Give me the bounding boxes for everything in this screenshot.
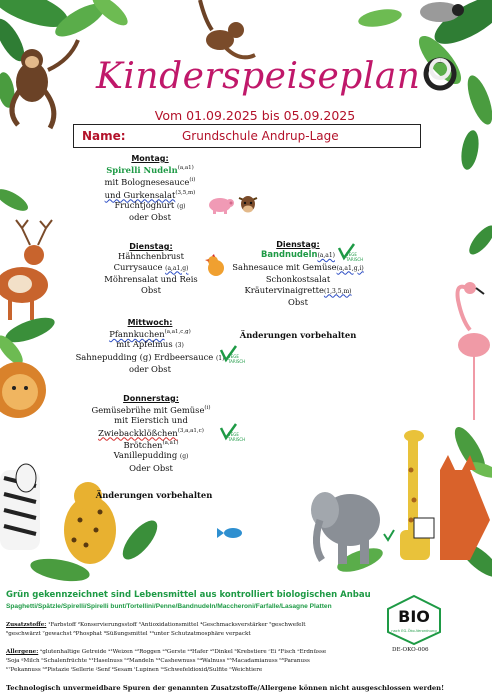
date-range: Vom 01.09.2025 bis 05.09.2025 <box>154 108 356 123</box>
name-field-box[interactable] <box>73 124 421 148</box>
dish-line: Vanillepudding (g) <box>113 450 189 461</box>
svg-text:VEGE: VEGE <box>228 432 239 437</box>
eco-code: DE-OKO-006 <box>392 647 429 653</box>
dish-line: Sahnepudding (g) Erdbeersauce (1) <box>75 351 225 362</box>
bio-seal-icon <box>384 594 444 646</box>
zebra-illustration <box>0 464 40 550</box>
menu-dienstag-left <box>78 242 224 295</box>
dish-line: Hähnchenbrust <box>118 251 184 261</box>
deer-illustration <box>0 220 52 320</box>
day-label: Montag: <box>131 154 169 163</box>
menu-donnerstag <box>76 394 226 473</box>
dish-line: mit Apfelmus (3) <box>116 339 184 350</box>
dish-line: Obst <box>141 284 161 295</box>
pig-icon <box>206 194 234 214</box>
svg-text:TARISCH: TARISCH <box>346 257 364 262</box>
page-title: Kinderspeiseplan <box>96 56 421 97</box>
menu-mittwoch <box>70 318 230 375</box>
organic-dish: Spirelli Nudeln <box>106 164 178 175</box>
hanging-monkey-illustration <box>200 0 255 57</box>
day-label: Dienstag: <box>276 240 320 249</box>
fish-illustration <box>217 528 242 538</box>
dish-line: Pfannkuchen$^{(a,a1,c,g)}$ <box>109 328 191 339</box>
allergens-section: Allergene: ᵃglutenhaltige Getreide ᵃ¹Weizen ᵃ²Roggen ᵃ³Gerste ᵃ⁴Hafer ᵃ⁵Dinkel ᵇKrebstiere ᶜEi ᵈFisch ᵉErdnüsse ᶠSoja ᵍMilch ʰSchalenfrüchte ʰ¹Haselnuss ʰ²Mandeln ʰ³Cashewnuss ʰ⁴Walnuss ʰ⁵Macadamianuss ʰ⁶Paranuss ʰ⁷Pekannuss ʰ⁸Pistazie ⁱSellerie ʲSenf ᵏSesam ˡLupinen ᵐSchwefeldioxid/Sulfite ⁿWeichtiere <box>6 649 327 673</box>
svg-text:VEGE: VEGE <box>228 354 239 359</box>
small-veggie-mark-bottom <box>384 530 394 540</box>
disclaimer: Technologisch unvermeidbare Spuren der genannten Zusatzstoffe/Allergene können nicht ausgeschlossen werden! <box>6 684 445 692</box>
day-label: Dienstag: <box>129 242 173 251</box>
dish-line: Sahnesauce mit Gemüse(a,a1,g,i) <box>232 261 364 272</box>
dish-line: Schonkostsalat <box>265 274 331 284</box>
dish-line: oder Obst <box>129 212 171 223</box>
name-label: Name: <box>82 129 126 143</box>
svg-text:VEGE: VEGE <box>346 252 357 257</box>
veggie-icon <box>218 422 246 444</box>
dish-line: Currysauce (a,a1,g) <box>113 261 189 272</box>
dish-line: und Gurkensalat$^{(3,5,m)}$ <box>104 189 196 200</box>
dish-line: Möhrensalat und Reis <box>104 274 198 284</box>
svg-text:nach EG-Öko-Verordnung: nach EG-Öko-Verordnung <box>391 629 437 633</box>
dish-line: Spirelli Nudeln$^{(a,a1)}$ <box>106 164 194 175</box>
note-changes-reserved: Änderungen vorbehalten <box>239 330 357 340</box>
dish-line: oder Obst <box>129 364 171 375</box>
additives-section: Zusatzstoffe: ¹Farbstoff ²Konservierungsstoff ³Antioxidationsmittel ⁴Geschmacksverstärker ⁵geschwefelt ⁶geschwärzt ⁷gewachst ⁸Phosphat ⁹Süßungsmittel ¹⁰unter Schutzatmosphäre verpackt <box>6 622 306 637</box>
dish-line: Zwiebackklößchen$^{(3,a,a1,c)}$ <box>98 427 204 438</box>
dish-line: Oder Obst <box>129 462 173 473</box>
day-label: Donnerstag: <box>123 394 179 403</box>
dish-line: Bandnudeln(a,a1) <box>261 249 335 259</box>
organic-note: Grün gekennzeichnet sind Lebensmittel aus kontrolliert biologischen Anbau <box>6 590 371 600</box>
dish-line: mit Eierstich und <box>114 415 188 426</box>
cow-icon <box>236 192 260 216</box>
veggie-icon <box>218 344 246 366</box>
dish-line: Kräutervinaigrette(1,3,5,m) <box>244 284 352 295</box>
dish-line: Obst <box>288 297 308 307</box>
school-name: Grundschule Andrup-Lage <box>182 129 339 143</box>
svg-text:TARISCH: TARISCH <box>228 437 246 442</box>
chicken-icon <box>204 254 226 278</box>
organic-dish: Bandnudeln <box>261 249 318 259</box>
dish-line: Fruchtjoghurt (g) <box>114 199 186 210</box>
note-changes-reserved: Änderungen vorbehalten <box>95 490 213 500</box>
menu-montag <box>80 154 220 223</box>
flamingo-illustration <box>458 282 491 420</box>
day-label: Mittwoch: <box>127 318 173 327</box>
dish-line: Brötchen$^{(a,a1)}$ <box>123 439 179 450</box>
dish-line: Gemüsebrühe mit Gemüse$^{(i)}$ <box>91 404 211 415</box>
giraffe-illustration <box>400 430 430 560</box>
svg-text:TARISCH: TARISCH <box>228 359 246 364</box>
svg-text:BIO: BIO <box>398 607 430 626</box>
dish-line: mit Bolognesesauce$^{(i)}$ <box>104 177 196 188</box>
organic-products-list: Spaghetti/Spätzle/Spirelli/Spirelli bunt/Tortellini/Penne/Bandnudeln/Maccheroni/Farfalle/Lasagne Platten <box>6 603 332 610</box>
veggie-icon <box>336 242 364 264</box>
lion-illustration <box>0 362 46 418</box>
